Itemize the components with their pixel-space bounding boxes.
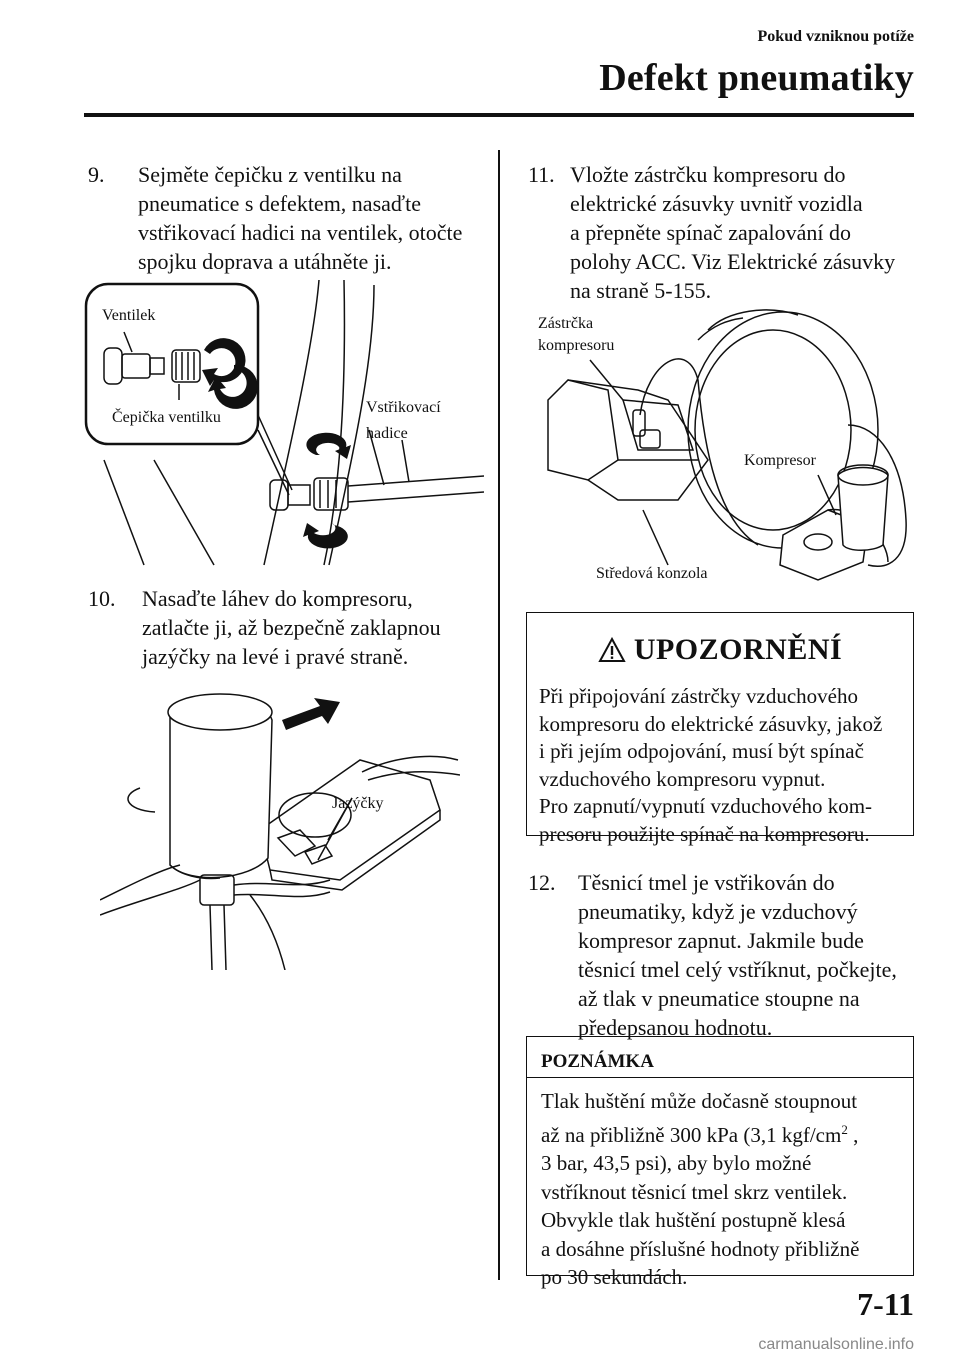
note-line: vstříknout těsnicí tmel skrz ventilek. xyxy=(541,1179,848,1204)
step-text: Sejměte čepičku z ventilku na pneumatice s defektem, nasaďte vstřikovací hadici na ventilek, otočte spojku doprava a utáhněte ji. xyxy=(138,162,463,274)
column-divider xyxy=(498,150,500,1280)
note-box xyxy=(526,1036,914,1289)
step-number: 10. xyxy=(88,586,116,611)
note-line: a dosáhne příslušné hodnoty přibližně xyxy=(541,1236,860,1261)
label-valve: Ventilek xyxy=(102,307,156,324)
step-text: Vložte zástrčku kompresoru do elektrické zásuvky uvnitř vozidla a přepněte spínač zapalování do polohy ACC. Viz Elektrické zásuvky na straně 5-155. xyxy=(570,162,896,303)
label-plug-line2: kompresoru xyxy=(538,337,615,354)
note-text xyxy=(541,1087,905,1292)
step-text: Těsnicí tmel je vstřikován do pneumatiky, když je vzduchový kompresor zapnut. Jakmile bude těsnicí tmel celý vstříknut, počkejte, až tlak v pneumatice stoupne na předepsanou hodnotu. xyxy=(578,870,897,1040)
figure-valve-hose xyxy=(84,280,484,570)
note-line: po 30 sekundách. xyxy=(541,1265,688,1289)
note-line: 3 bar, 43,5 psi), aby bylo možné xyxy=(541,1151,812,1175)
step-text: Nasaďte láhev do kompresoru, zatlačte ji, až bezpečně zaklapnou jazýčky na levé i pravé straně. xyxy=(142,586,441,669)
caution-heading xyxy=(527,631,913,667)
label-tabs: Jazýčky xyxy=(332,795,384,812)
label-valve-cap: Čepička ventilku xyxy=(112,409,221,426)
note-divider xyxy=(527,1077,913,1078)
page-title: Defekt pneumatiky xyxy=(599,57,914,99)
caution-text: Při připojování zástrčky vzduchového kompresoru do elektrické zásuvky, jakož i při jejím odpojování, musí být spínač vzduchového kompresoru vypnut. Pro zapnutí/vypnutí vzduchového kom- presoru použijte spínač na kompresoru. xyxy=(539,684,883,846)
note-line: Tlak huštění může dočasně stoupnout xyxy=(541,1089,858,1113)
step-9 xyxy=(88,160,488,276)
note-title: POZNÁMKA xyxy=(541,1051,654,1072)
step-12 xyxy=(528,868,928,1042)
label-center-console: Středová konzola xyxy=(596,565,708,582)
section-title: Pokud vzniknou potíže xyxy=(757,28,914,45)
page-number: 7-11 xyxy=(857,1286,914,1322)
step-11 xyxy=(528,160,928,305)
step-number: 11. xyxy=(528,162,555,187)
note-line: až na přibližně 300 kPa (3,1 kgf/$cm^2$ , xyxy=(541,1121,859,1147)
label-hose-line2: hadice xyxy=(366,425,408,442)
header-rule xyxy=(84,113,914,117)
note-line: Obvykle tlak huštění postupně klesá xyxy=(541,1208,846,1232)
caution-title: UPOZORNĚNÍ xyxy=(633,633,843,667)
warning-triangle-icon xyxy=(598,637,626,663)
step-number: 12. xyxy=(528,870,556,895)
label-compressor: Kompresor xyxy=(744,452,816,469)
step-number: 9. xyxy=(88,162,105,187)
watermark: carmanualsonline.info xyxy=(758,1336,914,1353)
label-plug-line1: Zástrčka xyxy=(538,315,594,332)
figure-bottle-compressor xyxy=(100,680,460,970)
caution-box xyxy=(526,612,914,846)
figure-plug-console xyxy=(528,300,918,590)
step-10 xyxy=(88,584,488,671)
label-hose-line1: Vstřikovací xyxy=(366,399,441,416)
